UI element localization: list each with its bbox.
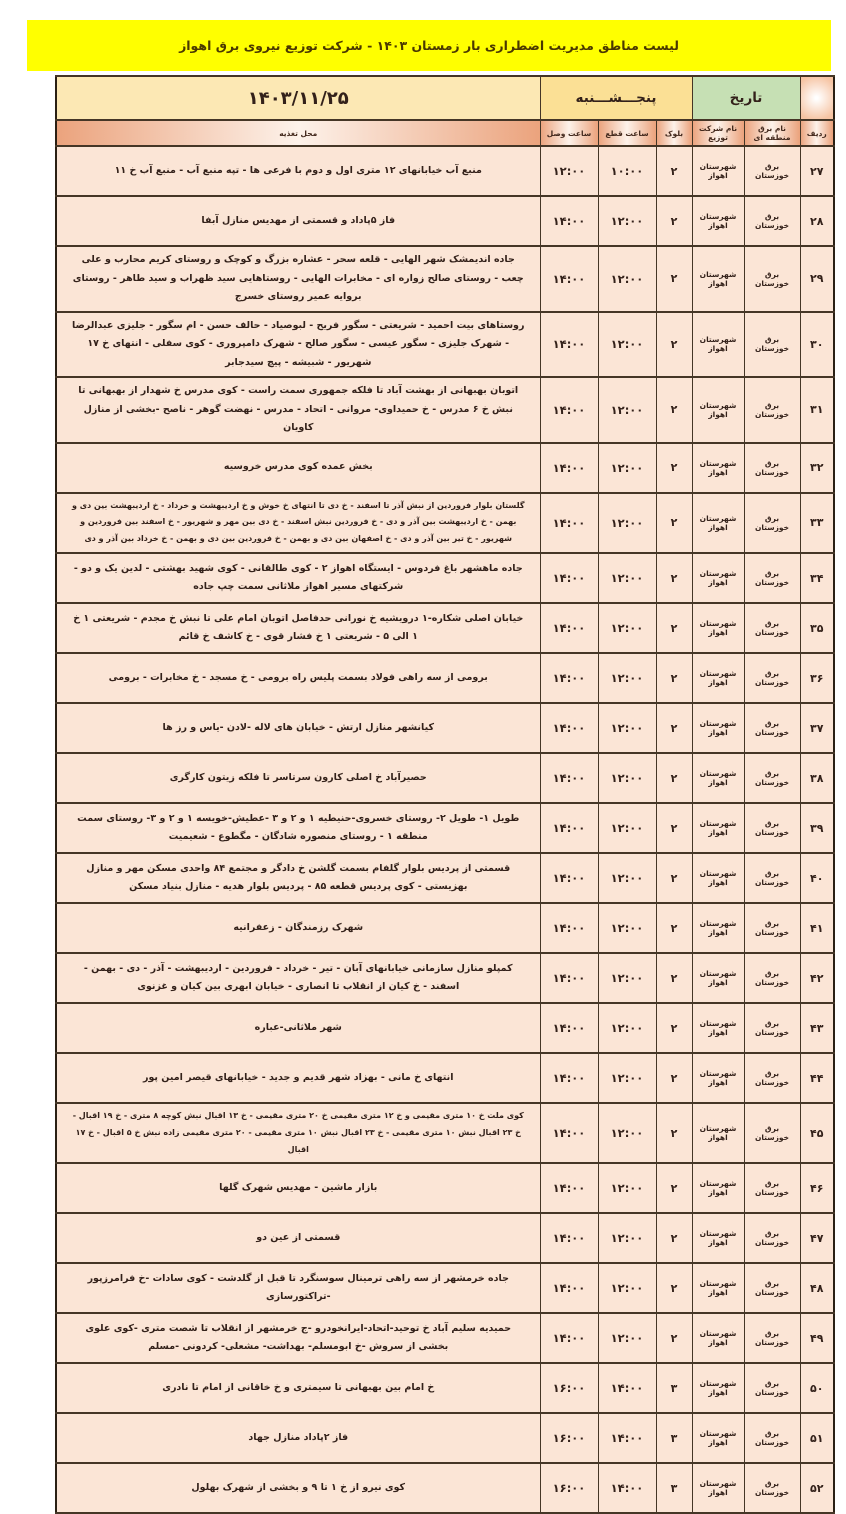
date-label: تاریخ <box>692 76 800 120</box>
on-time: ۱۴:۰۰ <box>540 703 598 753</box>
regional-name: برق خوزستان <box>744 703 800 753</box>
regional-name: برق خوزستان <box>744 493 800 553</box>
company-name: شهرستان اهواز <box>692 653 744 703</box>
table-row <box>56 953 834 1003</box>
table-row <box>56 653 834 703</box>
table-row <box>56 703 834 753</box>
company-name: شهرستان اهواز <box>692 1263 744 1313</box>
regional-name: برق خوزستان <box>744 753 800 803</box>
table-row <box>56 312 834 378</box>
on-time: ۱۴:۰۰ <box>540 903 598 953</box>
regional-name: برق خوزستان <box>744 853 800 903</box>
row-number: ۵۰ <box>800 1363 834 1413</box>
table-row <box>56 1213 834 1263</box>
feed-location: برومی از سه راهی فولاد بسمت پلیس راه برومی - خ مسجد - خ مخابرات - برومی <box>56 653 540 703</box>
col-header-company: نام شرکت توزیع <box>692 120 744 146</box>
table-row <box>56 1103 834 1163</box>
row-number: ۴۰ <box>800 853 834 903</box>
feed-location: جاده خرمشهر از سه راهی ترمینال سوسنگرد تا قبل از گلدشت - کوی سادات -خ فرامرزپور -تراکتورسازی <box>56 1263 540 1313</box>
title-banner <box>27 20 831 71</box>
row-number: ۴۶ <box>800 1163 834 1213</box>
feed-location: حمیدیه سلیم آباد خ توحید-اتحاد-ایرانخودرو -ج خرمشهر از انقلاب تا شصت متری -کوی علوی بخشی از سروش -خ ابومسلم- بهداشت- مشعلی- کردونی -مسلم <box>56 1313 540 1363</box>
feed-location: خ امام بین بهبهانی تا سیمتری و خ خاقانی از امام تا نادری <box>56 1363 540 1413</box>
row-number: ۳۹ <box>800 803 834 853</box>
block-number: ۲ <box>656 903 692 953</box>
outage-schedule-table <box>55 75 835 1514</box>
on-time: ۱۴:۰۰ <box>540 196 598 246</box>
block-number: ۲ <box>656 1103 692 1163</box>
company-name: شهرستان اهواز <box>692 246 744 312</box>
feed-location: خیابان اصلی شکاره-۱ درویشیه خ نورانی حدفاصل اتوبان امام علی تا نبش خ مجدم - شریعتی ۱ خ ۱ الی ۵ - شریعتی ۱ خ فشار قوی - خ کاشف خ قائم <box>56 603 540 653</box>
regional-name: برق خوزستان <box>744 246 800 312</box>
off-time: ۱۲:۰۰ <box>598 1213 656 1263</box>
feed-location: گلستان بلوار فروردین از نبش آذر تا اسفند - خ دی تا انتهای خ خوش و خ اردیبهشت و خرداد - خ اردیبهشت بین دی و بهمن - خ اردیبهشت بین آذر و دی - خ فروردین نبش اسفند - خ دی بین مهر و شهریور - خ اسفند بین فروردین و شهریور - خ تیر بین آذر و دی - خ اصفهان بین دی و بهمن - خ فروردین بین دی و بهمن - خ خرداد بین آذر و دی <box>56 493 540 553</box>
off-time: ۱۰:۰۰ <box>598 146 656 196</box>
row-number: ۳۳ <box>800 493 834 553</box>
row-number: ۴۳ <box>800 1003 834 1053</box>
regional-name: برق خوزستان <box>744 553 800 603</box>
row-number: ۳۰ <box>800 312 834 378</box>
feed-location: انتهای خ مانی - بهزاد شهر قدیم و جدید - خیابانهای قیصر امین پور <box>56 1053 540 1103</box>
block-number: ۲ <box>656 553 692 603</box>
feed-location: قسمتی از عین دو <box>56 1213 540 1263</box>
company-name: شهرستان اهواز <box>692 1003 744 1053</box>
feed-location: کمپلو منازل سازمانی خیابانهای آبان - تیر - خرداد - فروردین - اردیبهشت - آذر - دی - بهمن - اسفند - خ کیان از انقلاب تا انصاری - خیابان ابهری بین کیان و غزنوی <box>56 953 540 1003</box>
col-header-regional: نام برق منطقه ای <box>744 120 800 146</box>
col-header-on-time: ساعت وصل <box>540 120 598 146</box>
feed-location: شهر ملاثانی-عباره <box>56 1003 540 1053</box>
off-time: ۱۲:۰۰ <box>598 246 656 312</box>
row-number: ۲۷ <box>800 146 834 196</box>
off-time: ۱۲:۰۰ <box>598 853 656 903</box>
on-time: ۱۴:۰۰ <box>540 443 598 493</box>
off-time: ۱۲:۰۰ <box>598 753 656 803</box>
feed-location: کیانشهر منازل ارتش - خیابان های لاله -لادن -یاس و رز ها <box>56 703 540 753</box>
off-time: ۱۲:۰۰ <box>598 1313 656 1363</box>
feed-location: کوی ملت خ ۱۰ متری مقیمی و خ ۱۲ متری مقیمی خ ۲۰ متری مقیمی - خ ۱۳ اقبال نبش کوچه ۸ متری - خ ۱۹ اقبال - خ ۲۳ اقبال نبش ۱۰ متری مقیمی - خ ۲۳ اقبال نبش ۱۰ متری مقیمی - ۲۰ متری مقیمی زاده نبش خ ۵ اقبال - خ ۱۷ اقبال <box>56 1103 540 1163</box>
row-number: ۲۹ <box>800 246 834 312</box>
block-number: ۳ <box>656 1363 692 1413</box>
on-time: ۱۴:۰۰ <box>540 603 598 653</box>
company-name: شهرستان اهواز <box>692 953 744 1003</box>
company-name: شهرستان اهواز <box>692 753 744 803</box>
row-number: ۴۹ <box>800 1313 834 1363</box>
block-number: ۲ <box>656 312 692 378</box>
row-number: ۳۲ <box>800 443 834 493</box>
on-time: ۱۴:۰۰ <box>540 553 598 603</box>
block-number: ۲ <box>656 196 692 246</box>
table-row <box>56 903 834 953</box>
col-header-location: محل تغذیه <box>56 120 540 146</box>
regional-name: برق خوزستان <box>744 1103 800 1163</box>
on-time: ۱۴:۰۰ <box>540 312 598 378</box>
regional-name: برق خوزستان <box>744 1313 800 1363</box>
table-row <box>56 1313 834 1363</box>
feed-location: بازار ماشین - مهدیس شهرک گلها <box>56 1163 540 1213</box>
off-time: ۱۲:۰۰ <box>598 1003 656 1053</box>
block-number: ۲ <box>656 377 692 443</box>
block-number: ۳ <box>656 1463 692 1513</box>
block-number: ۲ <box>656 1313 692 1363</box>
table-row <box>56 1263 834 1313</box>
block-number: ۳ <box>656 1413 692 1463</box>
block-number: ۲ <box>656 443 692 493</box>
block-number: ۲ <box>656 603 692 653</box>
page-title: لیست مناطق مدیریت اضطراری بار زمستان ۱۴۰۳ - شرکت توزیع نیروی برق اهواز <box>179 38 679 53</box>
off-time: ۱۲:۰۰ <box>598 953 656 1003</box>
regional-name: برق خوزستان <box>744 653 800 703</box>
feed-location: بخش عمده کوی مدرس خروسیه <box>56 443 540 493</box>
feed-location: طویل ۱- طویل ۲- روستای خسروی-حنیطیه ۱ و ۲ و ۳ -عطیش-خویسه ۱ و ۲ و ۳- روستای سمت منطقه ۱ - روستای منصوره شادگان - مگطوع - شعیمیت <box>56 803 540 853</box>
row-number: ۴۱ <box>800 903 834 953</box>
table-row <box>56 803 834 853</box>
row-number: ۴۸ <box>800 1263 834 1313</box>
regional-name: برق خوزستان <box>744 1363 800 1413</box>
feed-location: اتوبان بهبهانی از بهشت آباد تا فلکه جمهوری سمت راست - کوی مدرس خ شهدار از بهبهانی تا نبش خ ۶ مدرس - خ حمیداوی- مروانی - اتحاد - مدرس - نهضت گوهر - ناصح -بخشی از منازل کاویان <box>56 377 540 443</box>
off-time: ۱۲:۰۰ <box>598 312 656 378</box>
company-name: شهرستان اهواز <box>692 603 744 653</box>
day-name: پنجـــشـــنبه <box>540 76 692 120</box>
off-time: ۱۲:۰۰ <box>598 377 656 443</box>
on-time: ۱۴:۰۰ <box>540 1003 598 1053</box>
row-number: ۳۸ <box>800 753 834 803</box>
company-name: شهرستان اهواز <box>692 312 744 378</box>
regional-name: برق خوزستان <box>744 1163 800 1213</box>
regional-name: برق خوزستان <box>744 603 800 653</box>
feed-location: روستاهای بیت احمید - شریعتی - سگور فریح - لبوصیاد - حالف حسن - ام سگور - جلیزی عبدالرضا - شهرک جلیزی - سگور عیسی - سگور صالح - شهرک دامپروری - کوی سفلی - انتهای خ ۱۷ شهریور - شبیشه - پیچ سیدجابر <box>56 312 540 378</box>
corner-cell <box>800 76 834 120</box>
off-time: ۱۲:۰۰ <box>598 1103 656 1163</box>
column-header-row <box>56 120 834 146</box>
table-row <box>56 377 834 443</box>
row-number: ۴۲ <box>800 953 834 1003</box>
on-time: ۱۴:۰۰ <box>540 953 598 1003</box>
on-time: ۱۴:۰۰ <box>540 1103 598 1163</box>
block-number: ۲ <box>656 146 692 196</box>
off-time: ۱۴:۰۰ <box>598 1463 656 1513</box>
block-number: ۲ <box>656 1213 692 1263</box>
regional-name: برق خوزستان <box>744 1053 800 1103</box>
feed-location: منبع آب خیابانهای ۱۲ متری اول و دوم با فرعی ها - تپه منبع آب - منبع آب خ ۱۱ <box>56 146 540 196</box>
off-time: ۱۲:۰۰ <box>598 553 656 603</box>
col-header-off-time: ساعت قطع <box>598 120 656 146</box>
regional-name: برق خوزستان <box>744 803 800 853</box>
company-name: شهرستان اهواز <box>692 1163 744 1213</box>
block-number: ۲ <box>656 1163 692 1213</box>
on-time: ۱۴:۰۰ <box>540 1053 598 1103</box>
block-number: ۲ <box>656 753 692 803</box>
regional-name: برق خوزستان <box>744 377 800 443</box>
table-row <box>56 553 834 603</box>
block-number: ۲ <box>656 953 692 1003</box>
row-number: ۴۴ <box>800 1053 834 1103</box>
row-number: ۳۵ <box>800 603 834 653</box>
feed-location: جاده اندیمشک شهر الهایی - قلعه سحر - عشاره بزرگ و کوچک و روستای کریم محارب و علی چعب - روستای صالح زواره ای - مخابرات الهایی - روستاهایی سید ظهراب و سید طاهر - روستای بروایه عمیر روستای خسرج <box>56 246 540 312</box>
on-time: ۱۴:۰۰ <box>540 803 598 853</box>
feed-location: حصیرآباد خ اصلی کارون سرتاسر تا فلکه زیتون کارگری <box>56 753 540 803</box>
on-time: ۱۴:۰۰ <box>540 1213 598 1263</box>
on-time: ۱۴:۰۰ <box>540 493 598 553</box>
off-time: ۱۲:۰۰ <box>598 1053 656 1103</box>
company-name: شهرستان اهواز <box>692 853 744 903</box>
date-row <box>56 76 834 120</box>
off-time: ۱۲:۰۰ <box>598 803 656 853</box>
row-number: ۴۵ <box>800 1103 834 1163</box>
row-number: ۳۶ <box>800 653 834 703</box>
regional-name: برق خوزستان <box>744 953 800 1003</box>
block-number: ۲ <box>656 703 692 753</box>
on-time: ۱۴:۰۰ <box>540 853 598 903</box>
on-time: ۱۴:۰۰ <box>540 753 598 803</box>
table-row <box>56 1163 834 1213</box>
feed-location: جاده ماهشهر باغ فردوس - ایستگاه اهواز ۲ - کوی طالقانی - کوی شهید بهشتی - لدین یک و دو - شرکتهای مسیر اهواز ملاثانی سمت چپ جاده <box>56 553 540 603</box>
company-name: شهرستان اهواز <box>692 1053 744 1103</box>
block-number: ۲ <box>656 1003 692 1053</box>
regional-name: برق خوزستان <box>744 443 800 493</box>
on-time: ۱۴:۰۰ <box>540 1313 598 1363</box>
regional-name: برق خوزستان <box>744 1213 800 1263</box>
company-name: شهرستان اهواز <box>692 377 744 443</box>
company-name: شهرستان اهواز <box>692 1413 744 1463</box>
feed-location: کوی نیرو از خ ۱ تا ۹ و بخشی از شهرک بهلول <box>56 1463 540 1513</box>
regional-name: برق خوزستان <box>744 146 800 196</box>
regional-name: برق خوزستان <box>744 196 800 246</box>
off-time: ۱۲:۰۰ <box>598 1263 656 1313</box>
feed-location: قسمتی از پردیس بلوار گلفام بسمت گلشن خ دادگر و مجتمع ۸۴ واحدی مسکن مهر و منازل بهزیستی - کوی پردیس قطعه ۸۵ - پردیس بلوار هدیه - منازل بنیاد مسکن <box>56 853 540 903</box>
row-number: ۳۷ <box>800 703 834 753</box>
block-number: ۲ <box>656 1263 692 1313</box>
company-name: شهرستان اهواز <box>692 1213 744 1263</box>
table-row <box>56 603 834 653</box>
off-time: ۱۲:۰۰ <box>598 603 656 653</box>
row-number: ۵۱ <box>800 1413 834 1463</box>
block-number: ۲ <box>656 803 692 853</box>
regional-name: برق خوزستان <box>744 1463 800 1513</box>
off-time: ۱۲:۰۰ <box>598 653 656 703</box>
table-row <box>56 196 834 246</box>
off-time: ۱۴:۰۰ <box>598 1363 656 1413</box>
off-time: ۱۲:۰۰ <box>598 196 656 246</box>
on-time: ۱۴:۰۰ <box>540 1163 598 1213</box>
block-number: ۲ <box>656 653 692 703</box>
date-value: ۱۴۰۳/۱۱/۲۵ <box>56 76 540 120</box>
row-number: ۵۲ <box>800 1463 834 1513</box>
row-number: ۳۱ <box>800 377 834 443</box>
company-name: شهرستان اهواز <box>692 553 744 603</box>
on-time: ۱۴:۰۰ <box>540 653 598 703</box>
table-row <box>56 753 834 803</box>
off-time: ۱۲:۰۰ <box>598 493 656 553</box>
company-name: شهرستان اهواز <box>692 443 744 493</box>
table-row <box>56 1363 834 1413</box>
on-time: ۱۶:۰۰ <box>540 1463 598 1513</box>
regional-name: برق خوزستان <box>744 903 800 953</box>
company-name: شهرستان اهواز <box>692 703 744 753</box>
company-name: شهرستان اهواز <box>692 1363 744 1413</box>
col-header-block: بلوک <box>656 120 692 146</box>
table-row <box>56 1413 834 1463</box>
table-row <box>56 146 834 196</box>
company-name: شهرستان اهواز <box>692 1313 744 1363</box>
company-name: شهرستان اهواز <box>692 803 744 853</box>
on-time: ۱۴:۰۰ <box>540 246 598 312</box>
table-row <box>56 493 834 553</box>
company-name: شهرستان اهواز <box>692 146 744 196</box>
off-time: ۱۲:۰۰ <box>598 903 656 953</box>
col-header-row-no: ردیف <box>800 120 834 146</box>
regional-name: برق خوزستان <box>744 1413 800 1463</box>
company-name: شهرستان اهواز <box>692 493 744 553</box>
table-row <box>56 1463 834 1513</box>
row-number: ۲۸ <box>800 196 834 246</box>
table-row <box>56 1053 834 1103</box>
table-row <box>56 443 834 493</box>
regional-name: برق خوزستان <box>744 312 800 378</box>
on-time: ۱۴:۰۰ <box>540 1263 598 1313</box>
block-number: ۲ <box>656 493 692 553</box>
regional-name: برق خوزستان <box>744 1263 800 1313</box>
block-number: ۲ <box>656 1053 692 1103</box>
company-name: شهرستان اهواز <box>692 903 744 953</box>
company-name: شهرستان اهواز <box>692 1463 744 1513</box>
table-row <box>56 1003 834 1053</box>
on-time: ۱۴:۰۰ <box>540 377 598 443</box>
regional-name: برق خوزستان <box>744 1003 800 1053</box>
table-row <box>56 853 834 903</box>
on-time: ۱۶:۰۰ <box>540 1363 598 1413</box>
block-number: ۲ <box>656 853 692 903</box>
off-time: ۱۲:۰۰ <box>598 443 656 493</box>
row-number: ۴۷ <box>800 1213 834 1263</box>
feed-location: شهرک رزمندگان - زعفرانیه <box>56 903 540 953</box>
off-time: ۱۲:۰۰ <box>598 1163 656 1213</box>
table-row <box>56 246 834 312</box>
company-name: شهرستان اهواز <box>692 1103 744 1163</box>
on-time: ۱۶:۰۰ <box>540 1413 598 1463</box>
off-time: ۱۲:۰۰ <box>598 703 656 753</box>
on-time: ۱۲:۰۰ <box>540 146 598 196</box>
feed-location: فاز ۵پاداد و قسمتی از مهدیس منازل آبفا <box>56 196 540 246</box>
row-number: ۳۴ <box>800 553 834 603</box>
off-time: ۱۴:۰۰ <box>598 1413 656 1463</box>
company-name: شهرستان اهواز <box>692 196 744 246</box>
feed-location: فاز ۲پاداد منازل جهاد <box>56 1413 540 1463</box>
block-number: ۲ <box>656 246 692 312</box>
